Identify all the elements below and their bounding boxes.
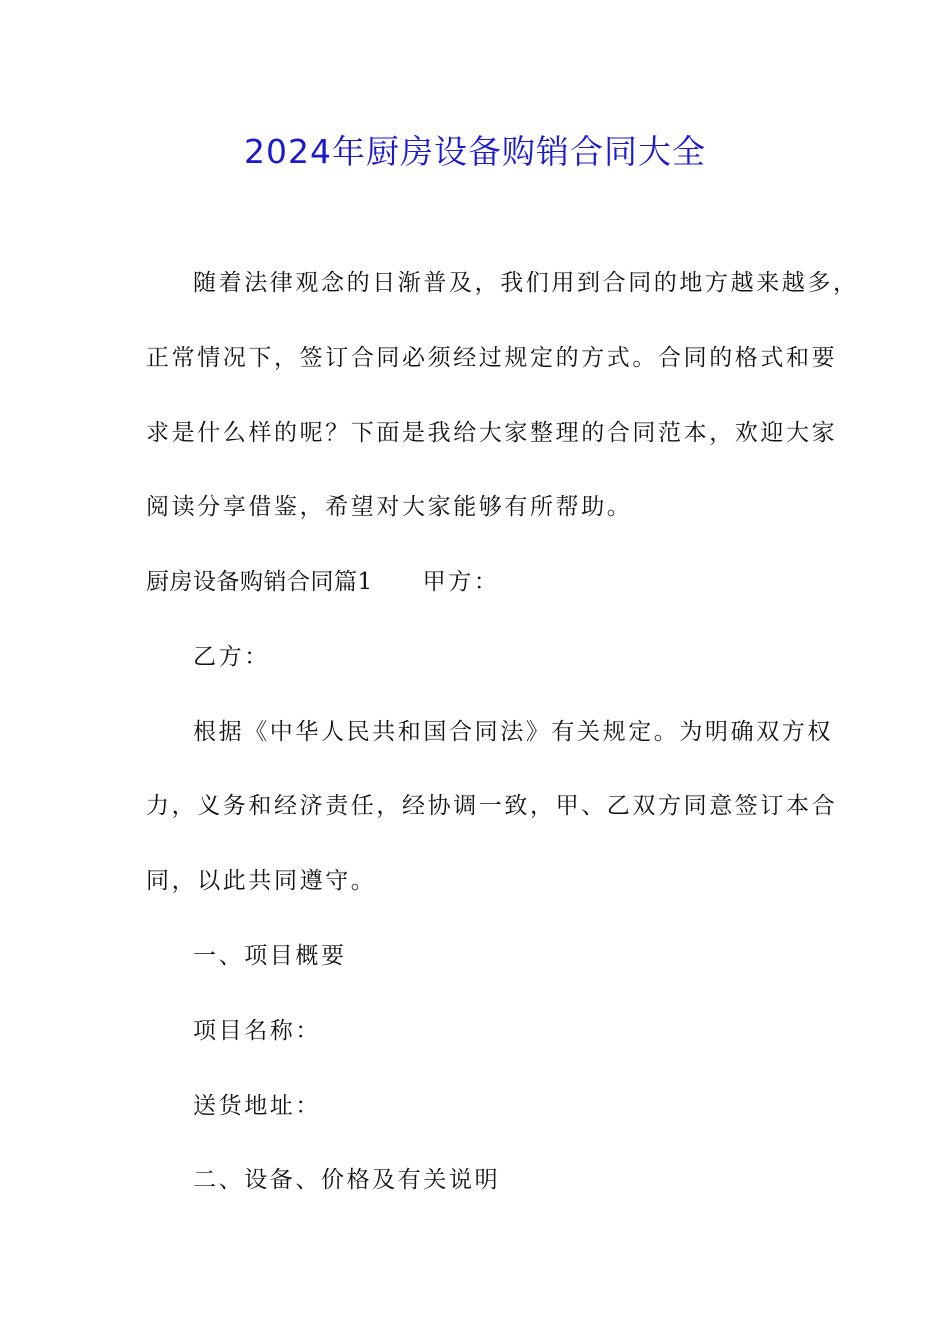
section-heading: 厨房设备购销合同篇1 xyxy=(146,569,373,595)
delivery-address-label: 送货地址： xyxy=(193,1093,321,1119)
document-title: 2024年厨房设备购销合同大全 xyxy=(244,132,706,171)
section-item-2: 二、设备、价格及有关说明 xyxy=(193,1167,501,1193)
section-heading-row xyxy=(146,565,499,599)
party-b-label: 乙方： xyxy=(193,644,270,670)
intro-line-1: 随着法律观念的日渐普及，我们用到合同的地方越来越多， xyxy=(193,270,859,296)
basis-line-1: 根据《中华人民共和国合同法》有关规定。为明确双方权 xyxy=(193,719,833,745)
project-name-label: 项目名称： xyxy=(193,1018,321,1044)
intro-line-4: 阅读分享借鉴，希望对大家能够有所帮助。 xyxy=(146,494,633,520)
section-item-1: 一、项目概要 xyxy=(193,943,347,969)
basis-line-3: 同，以此共同遵守。 xyxy=(146,868,377,894)
party-a-label: 甲方： xyxy=(422,569,500,595)
intro-line-3: 求是什么样的呢？下面是我给大家整理的合同范本，欢迎大家 xyxy=(146,420,838,446)
basis-line-2: 力，义务和经济责任，经协调一致，甲、乙双方同意签订本合 xyxy=(146,793,838,819)
intro-line-2: 正常情况下，签订合同必须经过规定的方式。合同的格式和要 xyxy=(146,345,838,371)
